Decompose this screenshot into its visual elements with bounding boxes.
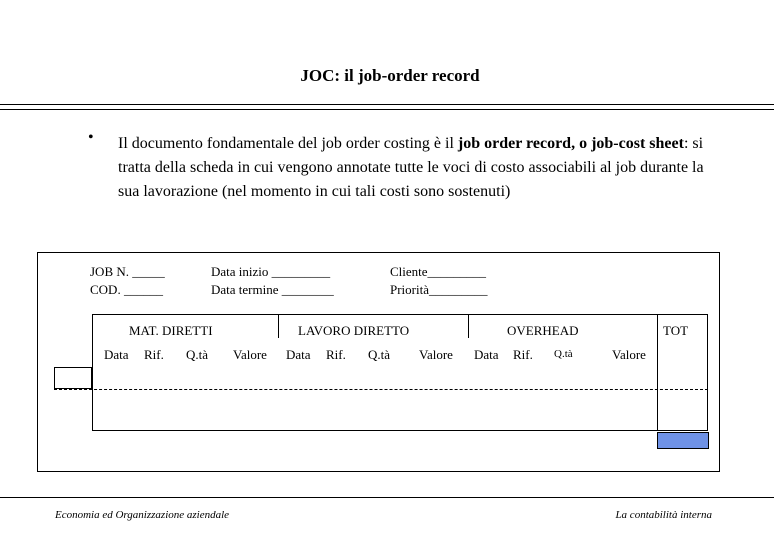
field-priorita: Priorità_________: [390, 282, 488, 297]
group-tot: TOT: [663, 323, 689, 338]
grid-divider-tot: [657, 314, 658, 431]
footer-course-name: Economia ed Organizzazione aziendale: [55, 509, 230, 521]
row-stub-box: [54, 367, 92, 389]
slide-title: JOC: il job-order record: [300, 66, 480, 85]
col-ovh-qta: Q.tà: [554, 348, 573, 360]
grid-divider-lav-ovh: [468, 314, 469, 338]
col-ovh-data: Data: [474, 347, 499, 362]
field-job-no: JOB N. _____: [90, 264, 165, 279]
col-mat-valore: Valore: [233, 347, 267, 362]
col-lav-data: Data: [286, 347, 311, 362]
field-cod: COD. ______: [90, 282, 163, 297]
bullet-text-bold: job order record, o job-cost sheet: [457, 135, 684, 152]
col-lav-valore: Valore: [419, 347, 453, 362]
bullet-text-part1: Il documento fondamentale del job order costing è il: [118, 135, 458, 152]
group-lavoro-diretto: LAVORO DIRETTO: [298, 323, 410, 338]
col-lav-qta: Q.tà: [368, 347, 391, 362]
grid-divider-mat-lav: [278, 314, 279, 338]
field-data-inizio: Data inizio _________: [211, 264, 331, 279]
field-data-termine: Data termine ________: [211, 282, 334, 297]
col-lav-rif: Rif.: [326, 347, 346, 362]
bullet-paragraph: [118, 132, 708, 204]
bullet-icon: •: [88, 129, 94, 146]
col-ovh-valore: Valore: [612, 347, 646, 362]
field-cliente: Cliente_________: [390, 264, 487, 279]
tot-cell-highlight: [657, 432, 709, 449]
group-mat-diretti: MAT. DIRETTI: [129, 323, 213, 338]
col-mat-rif: Rif.: [144, 347, 164, 362]
footer-section-name: La contabilità interna: [615, 509, 712, 521]
col-mat-qta: Q.tà: [186, 347, 209, 362]
group-overhead: OVERHEAD: [507, 323, 579, 338]
footer-divider: [0, 497, 774, 498]
col-mat-data: Data: [104, 347, 129, 362]
title-divider-top: [0, 104, 774, 105]
col-ovh-rif: Rif.: [513, 347, 533, 362]
title-divider-bottom: [0, 109, 774, 110]
row-dashed-separator: [54, 389, 708, 390]
bullet-text-part2: : si tratta della scheda in cui vengono annotate tutte le voci di costo associabili al job durante la sua lavorazione (nel momento in cui tali costi sono sostenuti): [118, 135, 704, 200]
